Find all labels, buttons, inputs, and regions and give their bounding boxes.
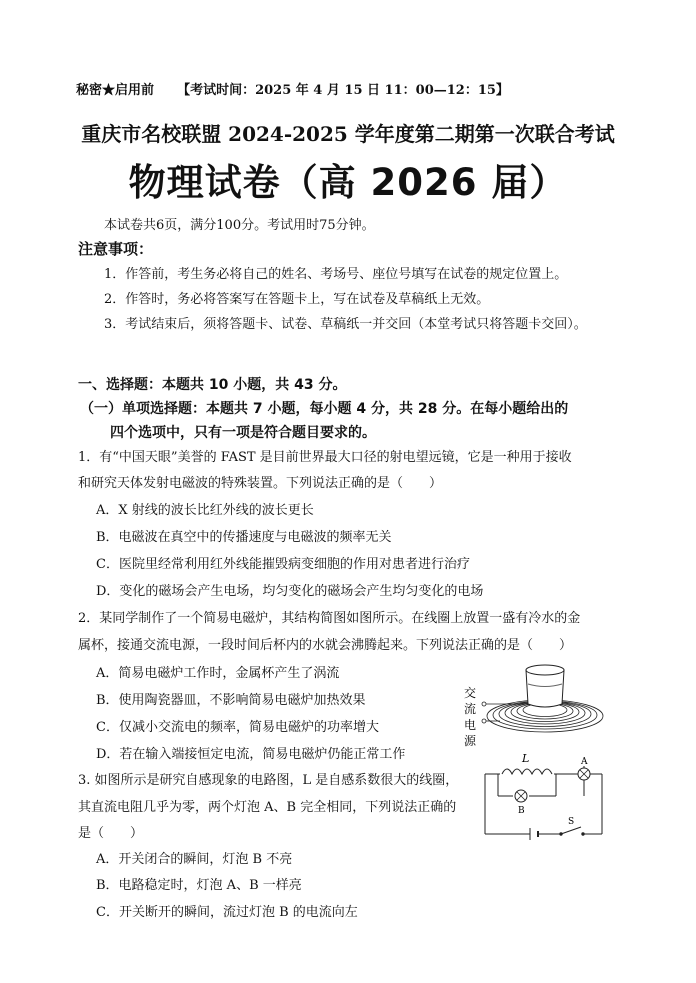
terminal bbox=[482, 702, 486, 706]
notice-item: 2．作答时，务必将答案写在答题卡上，写在试卷及草稿纸上无效。 bbox=[104, 292, 490, 307]
terminal bbox=[482, 719, 486, 723]
self-induction-circuit-figure bbox=[480, 752, 610, 842]
subsection-heading-line1: （一）单项选择题：本题共 7 小题，每小题 4 分，共 28 分。在每小题给出的 bbox=[80, 401, 569, 417]
ac-source-label: 流 bbox=[464, 702, 477, 716]
notice-item: 3．考试结束后，须将答题卡、试卷、草稿纸一并交回（本堂考试只将答题卡交回）。 bbox=[104, 317, 587, 332]
q1-option-a: A．X 射线的波长比红外线的波长更长 bbox=[96, 503, 314, 518]
header-line bbox=[76, 79, 509, 98]
induction-cooker-figure bbox=[458, 660, 608, 750]
ac-source-label: 电 bbox=[464, 718, 477, 732]
q2-option-a: A．简易电磁炉工作时，金属杯产生了涡流 bbox=[96, 666, 340, 681]
section-heading: 一、选择题：本题共 10 小题，共 43 分。 bbox=[78, 377, 347, 393]
exam-subtitle: 重庆市名校联盟 2024-2025 学年度第二期第一次联合考试 bbox=[81, 122, 615, 146]
q1-option-b: B．电磁波在真空中的传播速度与电磁波的频率无关 bbox=[96, 530, 392, 545]
q1-stem-line2: 和研究天体发射电磁波的特殊装置。下列说法正确的是（ ） bbox=[78, 476, 443, 491]
lamp-a bbox=[578, 768, 590, 780]
q1-option-c: C．医院里经常利用红外线能摧毁病变细胞的作用对患者进行治疗 bbox=[96, 557, 470, 572]
q3-stem-line3: 是（ ） bbox=[78, 826, 144, 841]
metal-cup bbox=[526, 665, 564, 707]
q2-option-d: D．若在输入端接恒定电流，简易电磁炉仍能正常工作 bbox=[96, 747, 406, 762]
ac-source-label: 源 bbox=[464, 734, 477, 748]
lamp-b-label: B bbox=[518, 806, 525, 816]
inductor-coil bbox=[502, 769, 552, 774]
q1-option-d: D．变化的磁场会产生电场，均匀变化的磁场会产生均匀变化的电场 bbox=[96, 584, 484, 599]
exam-title: 物理试卷（高 2026 届） bbox=[128, 161, 568, 204]
q3-option-b: B．电路稳定时，灯泡 A、B 一样亮 bbox=[96, 878, 302, 893]
q2-option-c: C．仅减小交流电的频率，简易电磁炉的功率增大 bbox=[96, 720, 379, 735]
ac-source-label: 交 bbox=[464, 686, 477, 700]
battery-icon bbox=[530, 828, 538, 840]
q2-option-b: B．使用陶瓷器皿，不影响简易电磁炉加热效果 bbox=[96, 693, 366, 708]
q3-stem-line2: 其直流电阻几乎为零，两个灯泡 A、B 完全相同，下列说法正确的 bbox=[78, 800, 457, 815]
q3-option-a: A．开关闭合的瞬间，灯泡 B 不亮 bbox=[96, 852, 293, 867]
q2-stem-line1: 2．某同学制作了一个简易电磁炉，其结构简图如图所示。在线圈上放置一盛有冷水的金 bbox=[78, 611, 581, 626]
q3-stem-line1: 3. 如图所示是研究自感现象的电路图，L 是自感系数很大的线圈， bbox=[78, 773, 459, 788]
inductor-label: L bbox=[522, 752, 530, 765]
secret-mark: 秘密★启用前 bbox=[76, 83, 155, 98]
subsection-heading-line2: 四个选项中，只有一项是符合题目要求的。 bbox=[110, 425, 376, 441]
notice-item: 1．作答前，考生务必将自己的姓名、考场号、座位号填写在试卷的规定位置上。 bbox=[104, 267, 568, 282]
lamp-b bbox=[515, 790, 527, 802]
q2-stem-line2: 属杯，接通交流电源，一段时间后杯内的水就会沸腾起来。下列说法正确的是（ ） bbox=[78, 638, 573, 653]
exam-time: 【考试时间：2025 年 4 月 15 日 11：00—12：15】 bbox=[177, 83, 509, 98]
q1-stem-line1: 1．有“中国天眼”美誉的 FAST 是目前世界最大口径的射电望远镜，它是一种用于接收 bbox=[78, 450, 572, 465]
notice-heading: 注意事项： bbox=[78, 240, 154, 258]
switch-label: S bbox=[568, 817, 575, 827]
exam-intro: 本试卷共6页，满分100分。考试用时75分钟。 bbox=[104, 218, 375, 233]
switch-icon bbox=[560, 827, 584, 835]
q3-option-c: C．开关断开的瞬间，流过灯泡 B 的电流向左 bbox=[96, 905, 358, 920]
lamp-a-label: A bbox=[581, 757, 588, 767]
